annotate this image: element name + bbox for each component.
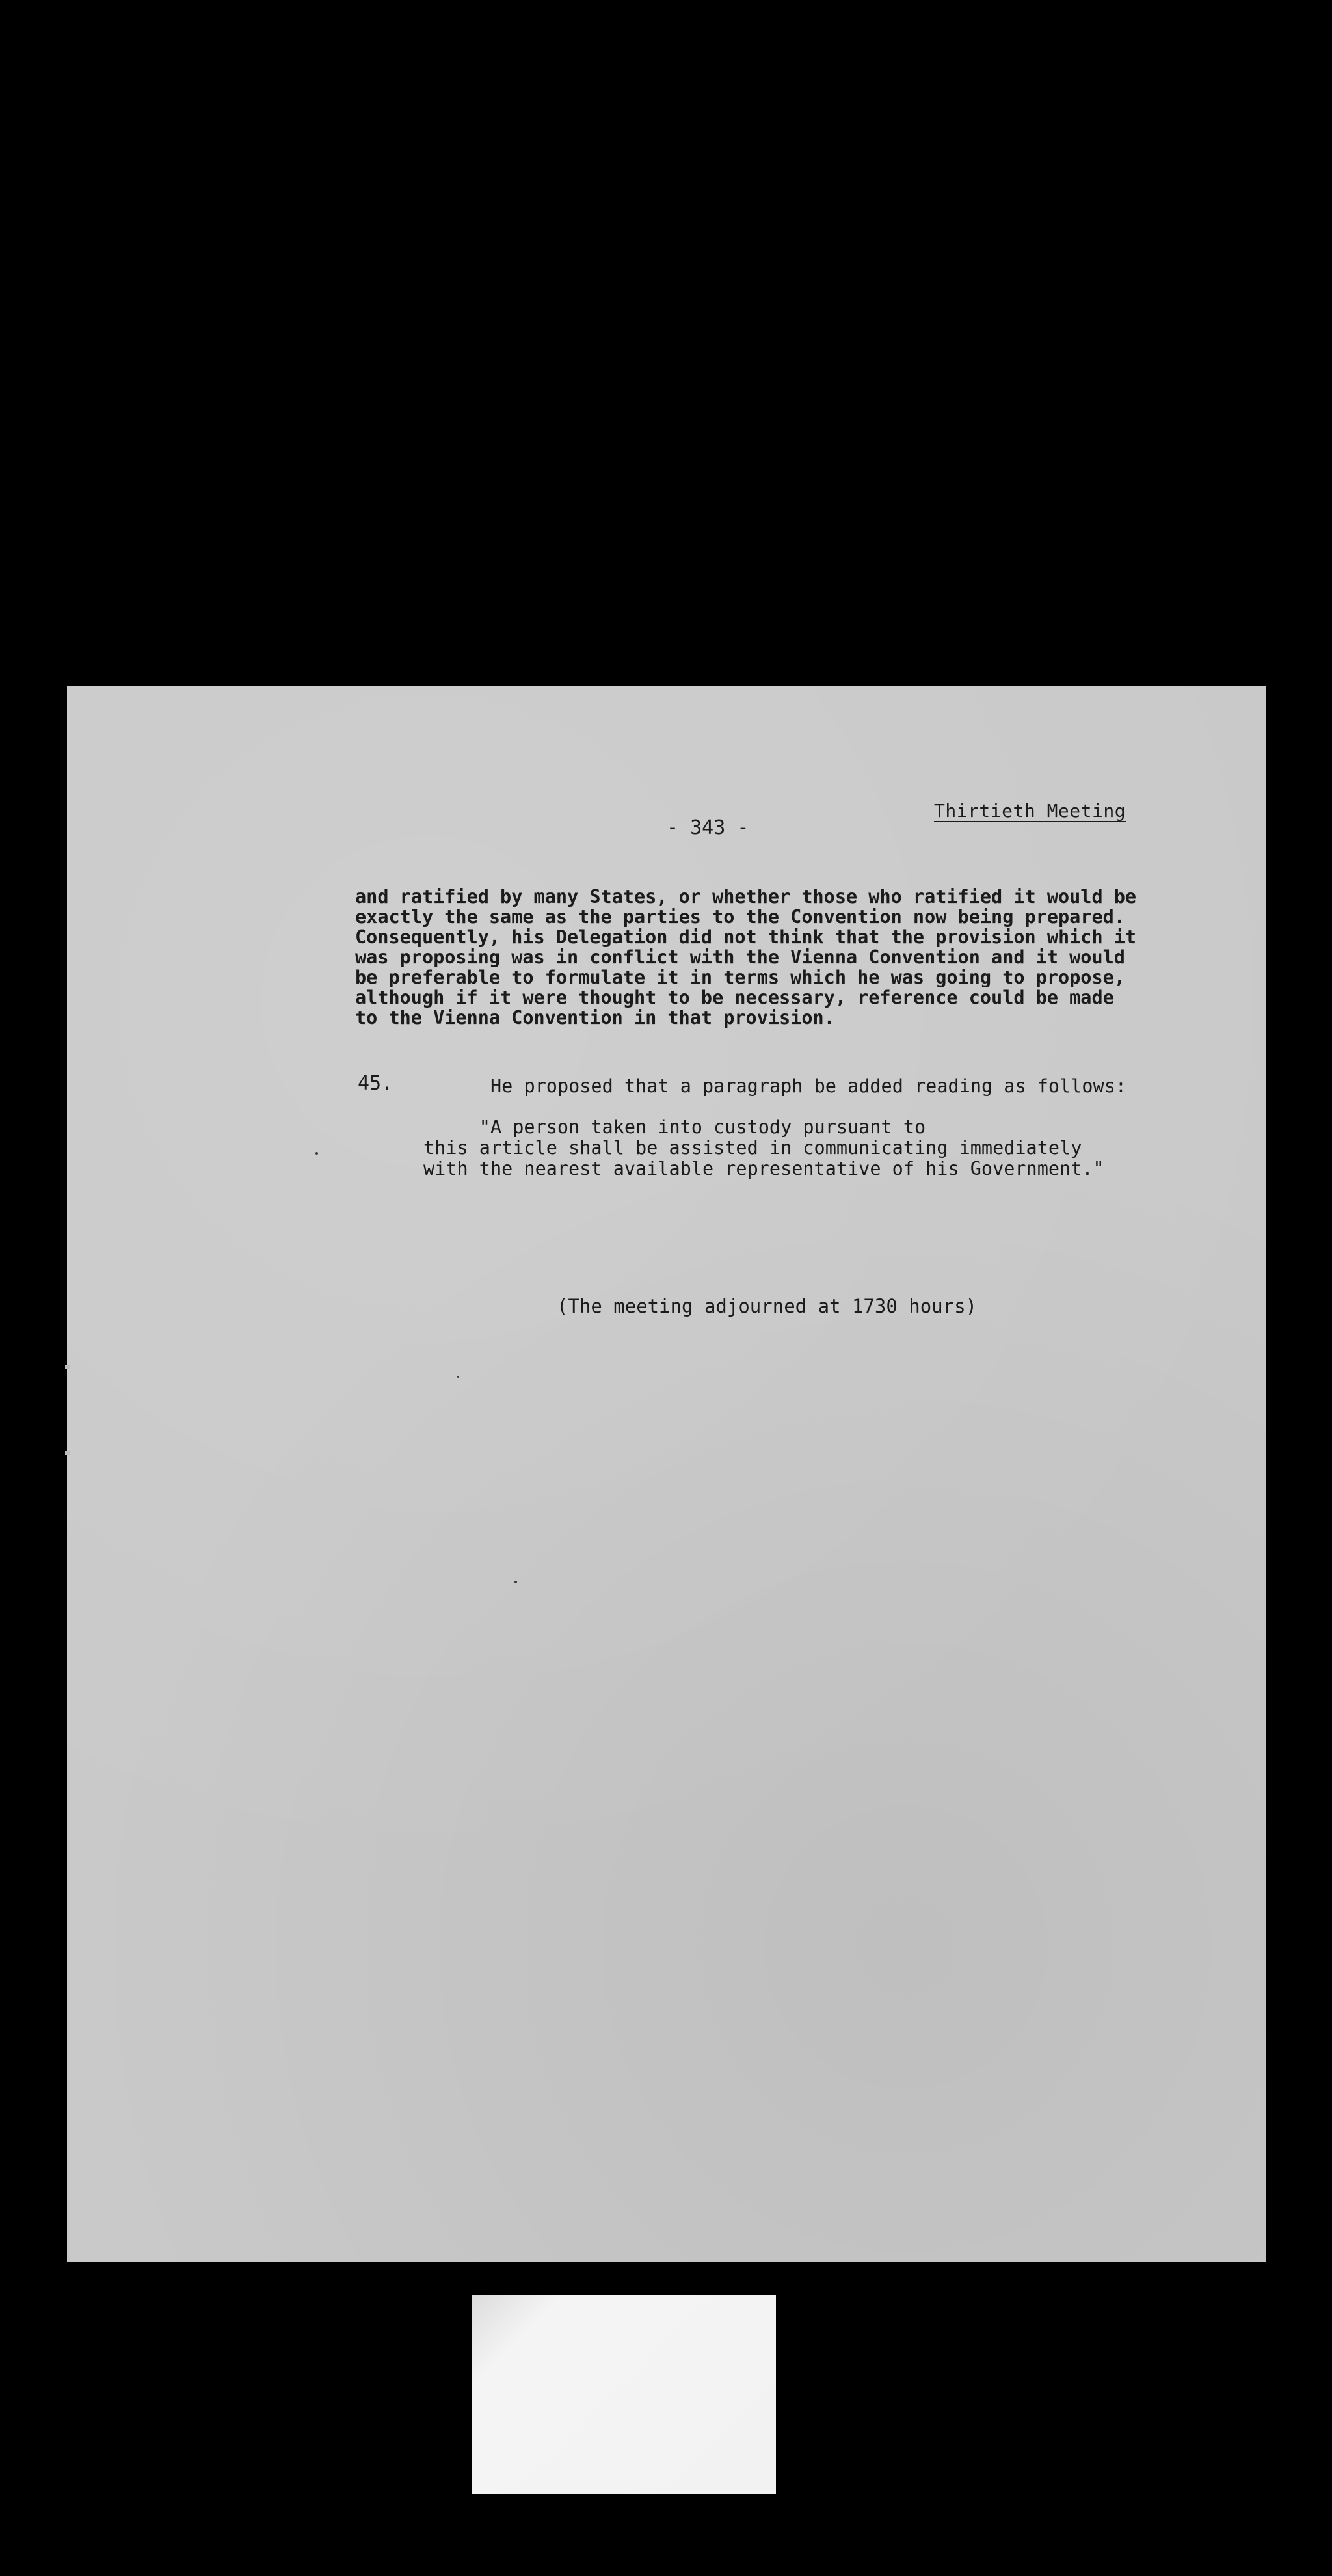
text-line: exactly the same as the parties to the Convention now being prepared. (355, 906, 1125, 928)
scan-speck (457, 1376, 459, 1378)
running-header: Thirtieth Meeting (934, 800, 1126, 822)
text-line: was proposing was in conflict with the Vienna Convention and it would (355, 946, 1125, 968)
quote-line: with the nearest available representative of his Government." (423, 1158, 1104, 1179)
quote-line: "A person taken into custody pursuant to (423, 1116, 926, 1138)
scan-speck (514, 1581, 517, 1583)
scan-speck (315, 1152, 318, 1155)
adjournment-note: (The meeting adjourned at 1730 hours) (557, 1295, 978, 1317)
edge-mark (65, 1451, 70, 1455)
edge-mark (65, 1365, 70, 1369)
text-line: to the Vienna Convention in that provision. (355, 1007, 835, 1028)
text-line: Consequently, his Delegation did not think that the provision which it (355, 926, 1137, 948)
paragraph-lead: He proposed that a paragraph be added reading as follows: (490, 1075, 1127, 1097)
proposed-text-quote (423, 1117, 1104, 1179)
quote-line: this article shall be assisted in communicating immediately (423, 1137, 1082, 1159)
text-line: although if it were thought to be necessary, reference could be made (355, 987, 1114, 1008)
paragraph-number: 45. (358, 1072, 393, 1095)
page-number: - 343 - (667, 816, 749, 839)
text-line: and ratified by many States, or whether those who ratified it would be (355, 886, 1137, 907)
calibration-card (472, 2295, 776, 2494)
continued-paragraph (355, 887, 1201, 1028)
document-page (67, 686, 1266, 2262)
text-line: be preferable to formulate it in terms which he was going to propose, (355, 967, 1125, 988)
